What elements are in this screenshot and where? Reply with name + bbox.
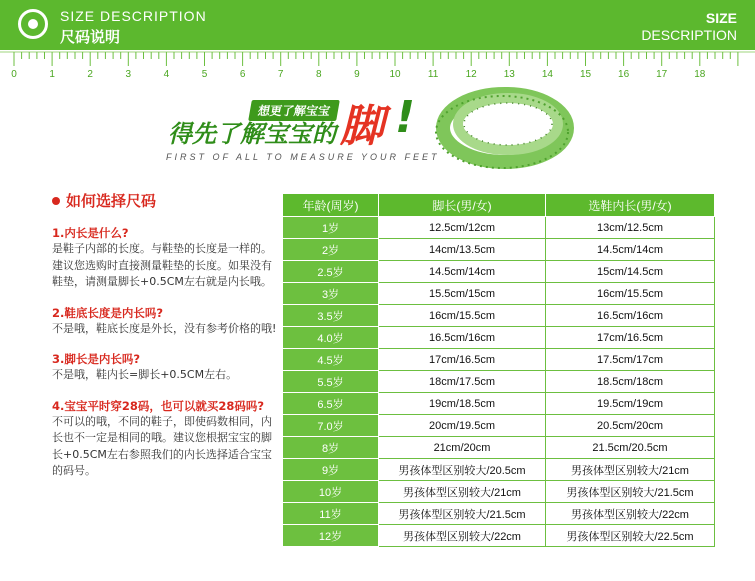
size-table — [282, 193, 715, 547]
hero-subtitle: FIRST OF ALL TO MEASURE YOUR FEET — [166, 152, 440, 162]
age-cell: 7.0岁 — [283, 415, 379, 437]
age-cell: 1岁 — [283, 217, 379, 239]
header-title-en: SIZE DESCRIPTION — [60, 8, 207, 24]
guide-question: 2.鞋底长度是内长吗? — [52, 305, 164, 320]
column-header-age: 年龄(周岁) — [283, 194, 379, 217]
ruler-label: 17 — [656, 69, 668, 80]
age-cell: 6.5岁 — [283, 393, 379, 415]
ruler-label: 0 — [11, 69, 17, 80]
inner-length-cell: 男孩体型区别较大/21.5cm — [546, 481, 715, 503]
age-cell: 4.0岁 — [283, 327, 379, 349]
inner-length-cell: 男孩体型区别较大/22.5cm — [546, 525, 715, 547]
ruler-label: 10 — [389, 69, 401, 80]
ruler-label: 2 — [87, 69, 93, 80]
ruler-label: 9 — [354, 69, 360, 80]
size-guide — [52, 190, 278, 480]
ruler-label: 14 — [541, 69, 553, 80]
foot-length-cell: 男孩体型区别较大/21.5cm — [379, 503, 546, 525]
ruler-label: 16 — [618, 69, 630, 80]
ruler-label: 12 — [465, 69, 477, 80]
age-cell: 3.5岁 — [283, 305, 379, 327]
age-cell: 3岁 — [283, 283, 379, 305]
ruler-label: 15 — [579, 69, 592, 80]
guide-item — [52, 398, 278, 480]
ruler-label: 8 — [316, 69, 322, 80]
guide-item — [52, 351, 278, 384]
table-row — [283, 261, 715, 283]
age-cell: 2岁 — [283, 239, 379, 261]
inner-length-cell: 21.5cm/20.5cm — [546, 437, 715, 459]
foot-length-cell: 19cm/18.5cm — [379, 393, 546, 415]
circle-logo-icon — [18, 9, 48, 39]
table-row — [283, 239, 715, 261]
table-row — [283, 305, 715, 327]
table-row — [283, 283, 715, 305]
table-row — [283, 481, 715, 503]
inner-length-cell: 17.5cm/17cm — [546, 349, 715, 371]
foot-length-cell: 男孩体型区别较大/22cm — [379, 525, 546, 547]
guide-question: 3.脚长是内长吗? — [52, 352, 141, 366]
foot-length-cell: 男孩体型区别较大/21cm — [379, 481, 546, 503]
table-row — [283, 525, 715, 547]
inner-length-cell: 19.5cm/19cm — [546, 393, 715, 415]
header-banner — [0, 0, 755, 50]
measuring-tape-icon — [430, 80, 580, 175]
inner-length-cell: 20.5cm/20cm — [546, 415, 715, 437]
header-right-line1: SIZE — [705, 10, 737, 26]
age-cell: 4.5岁 — [283, 349, 379, 371]
ruler-label: 18 — [694, 69, 706, 80]
ruler — [0, 50, 755, 84]
foot-length-cell: 15.5cm/15cm — [379, 283, 546, 305]
foot-length-cell: 18cm/17.5cm — [379, 371, 546, 393]
table-row — [283, 371, 715, 393]
header-right-line2: DESCRIPTION — [641, 27, 737, 43]
hero-big-char: 脚 — [340, 101, 384, 152]
guide-item — [52, 305, 278, 338]
header-title-cn: 尺码说明 — [60, 28, 121, 46]
foot-length-cell: 20cm/19.5cm — [379, 415, 546, 437]
foot-length-cell: 16.5cm/16cm — [379, 327, 546, 349]
column-header-foot-length: 脚长(男/女) — [379, 194, 546, 217]
guide-question: 1.内长是什么? — [52, 226, 129, 240]
table-row — [283, 349, 715, 371]
age-cell: 5.5岁 — [283, 371, 379, 393]
guide-answer: 不是哦，鞋内长=脚长+0.5CM左右。 — [52, 368, 238, 381]
foot-length-cell: 16cm/15.5cm — [379, 305, 546, 327]
bullet-dot-icon — [52, 197, 60, 205]
ruler-label: 5 — [201, 69, 208, 80]
hero-main-text: 得先了解宝宝的 — [168, 120, 336, 148]
guide-answer: 是鞋子内部的长度。与鞋垫的长度是一样的。建议您选购时直接测量鞋垫的长度。如果没有鞋垫，请测量脚长+0.5CM左右就是内长哦。 — [52, 242, 272, 288]
foot-length-cell: 17cm/16.5cm — [379, 349, 546, 371]
foot-length-cell: 14.5cm/14cm — [379, 261, 546, 283]
column-header-inner-length: 选鞋内长(男/女) — [546, 194, 715, 217]
hero-exclamation: ! — [395, 92, 416, 143]
age-cell: 8岁 — [283, 437, 379, 459]
table-header-row — [283, 194, 715, 217]
hero-tag: 想更了解宝宝 — [248, 100, 340, 121]
age-cell: 12岁 — [283, 525, 379, 547]
age-cell: 2.5岁 — [283, 261, 379, 283]
inner-length-cell: 17cm/16.5cm — [546, 327, 715, 349]
size-guide-title: 如何选择尺码 — [52, 190, 278, 211]
ruler-ticks — [0, 50, 755, 84]
inner-length-cell: 16.5cm/16cm — [546, 305, 715, 327]
age-cell: 10岁 — [283, 481, 379, 503]
table-row — [283, 437, 715, 459]
age-cell: 11岁 — [283, 503, 379, 525]
ruler-label: 13 — [503, 69, 515, 80]
ruler-label: 4 — [163, 69, 170, 80]
table-row — [283, 217, 715, 239]
table-row — [283, 415, 715, 437]
guide-item — [52, 225, 278, 291]
inner-length-cell: 15cm/14.5cm — [546, 261, 715, 283]
ruler-label: 6 — [239, 69, 246, 80]
foot-length-cell: 12.5cm/12cm — [379, 217, 546, 239]
table-row — [283, 393, 715, 415]
ruler-label: 7 — [277, 69, 284, 80]
ruler-label: 11 — [427, 69, 439, 80]
guide-question: 4.宝宝平时穿28码，也可以就买28码吗? — [52, 398, 265, 413]
foot-length-cell: 21cm/20cm — [379, 437, 546, 459]
table-row — [283, 459, 715, 481]
guide-answer: 不是哦，鞋底长度是外长，没有参考价格的哦! — [52, 321, 277, 335]
table-row — [283, 327, 715, 349]
table-row — [283, 503, 715, 525]
ruler-label: 3 — [125, 69, 132, 80]
inner-length-cell: 13cm/12.5cm — [546, 217, 715, 239]
inner-length-cell: 14.5cm/14cm — [546, 239, 715, 261]
inner-length-cell: 男孩体型区别较大/22cm — [546, 503, 715, 525]
foot-length-cell: 男孩体型区别较大/20.5cm — [379, 459, 546, 481]
guide-answer: 不可以的哦，不同的鞋子，即使码数相同，内长也不一定是相同的哦。建议您根据宝宝的脚长+0.5CM左右参照我们的内长选择适合宝宝的码号。 — [52, 414, 272, 477]
inner-length-cell: 18.5cm/18cm — [546, 371, 715, 393]
inner-length-cell: 16cm/15.5cm — [546, 283, 715, 305]
foot-length-cell: 14cm/13.5cm — [379, 239, 546, 261]
inner-length-cell: 男孩体型区别较大/21cm — [546, 459, 715, 481]
ruler-label: 1 — [49, 69, 55, 80]
age-cell: 9岁 — [283, 459, 379, 481]
